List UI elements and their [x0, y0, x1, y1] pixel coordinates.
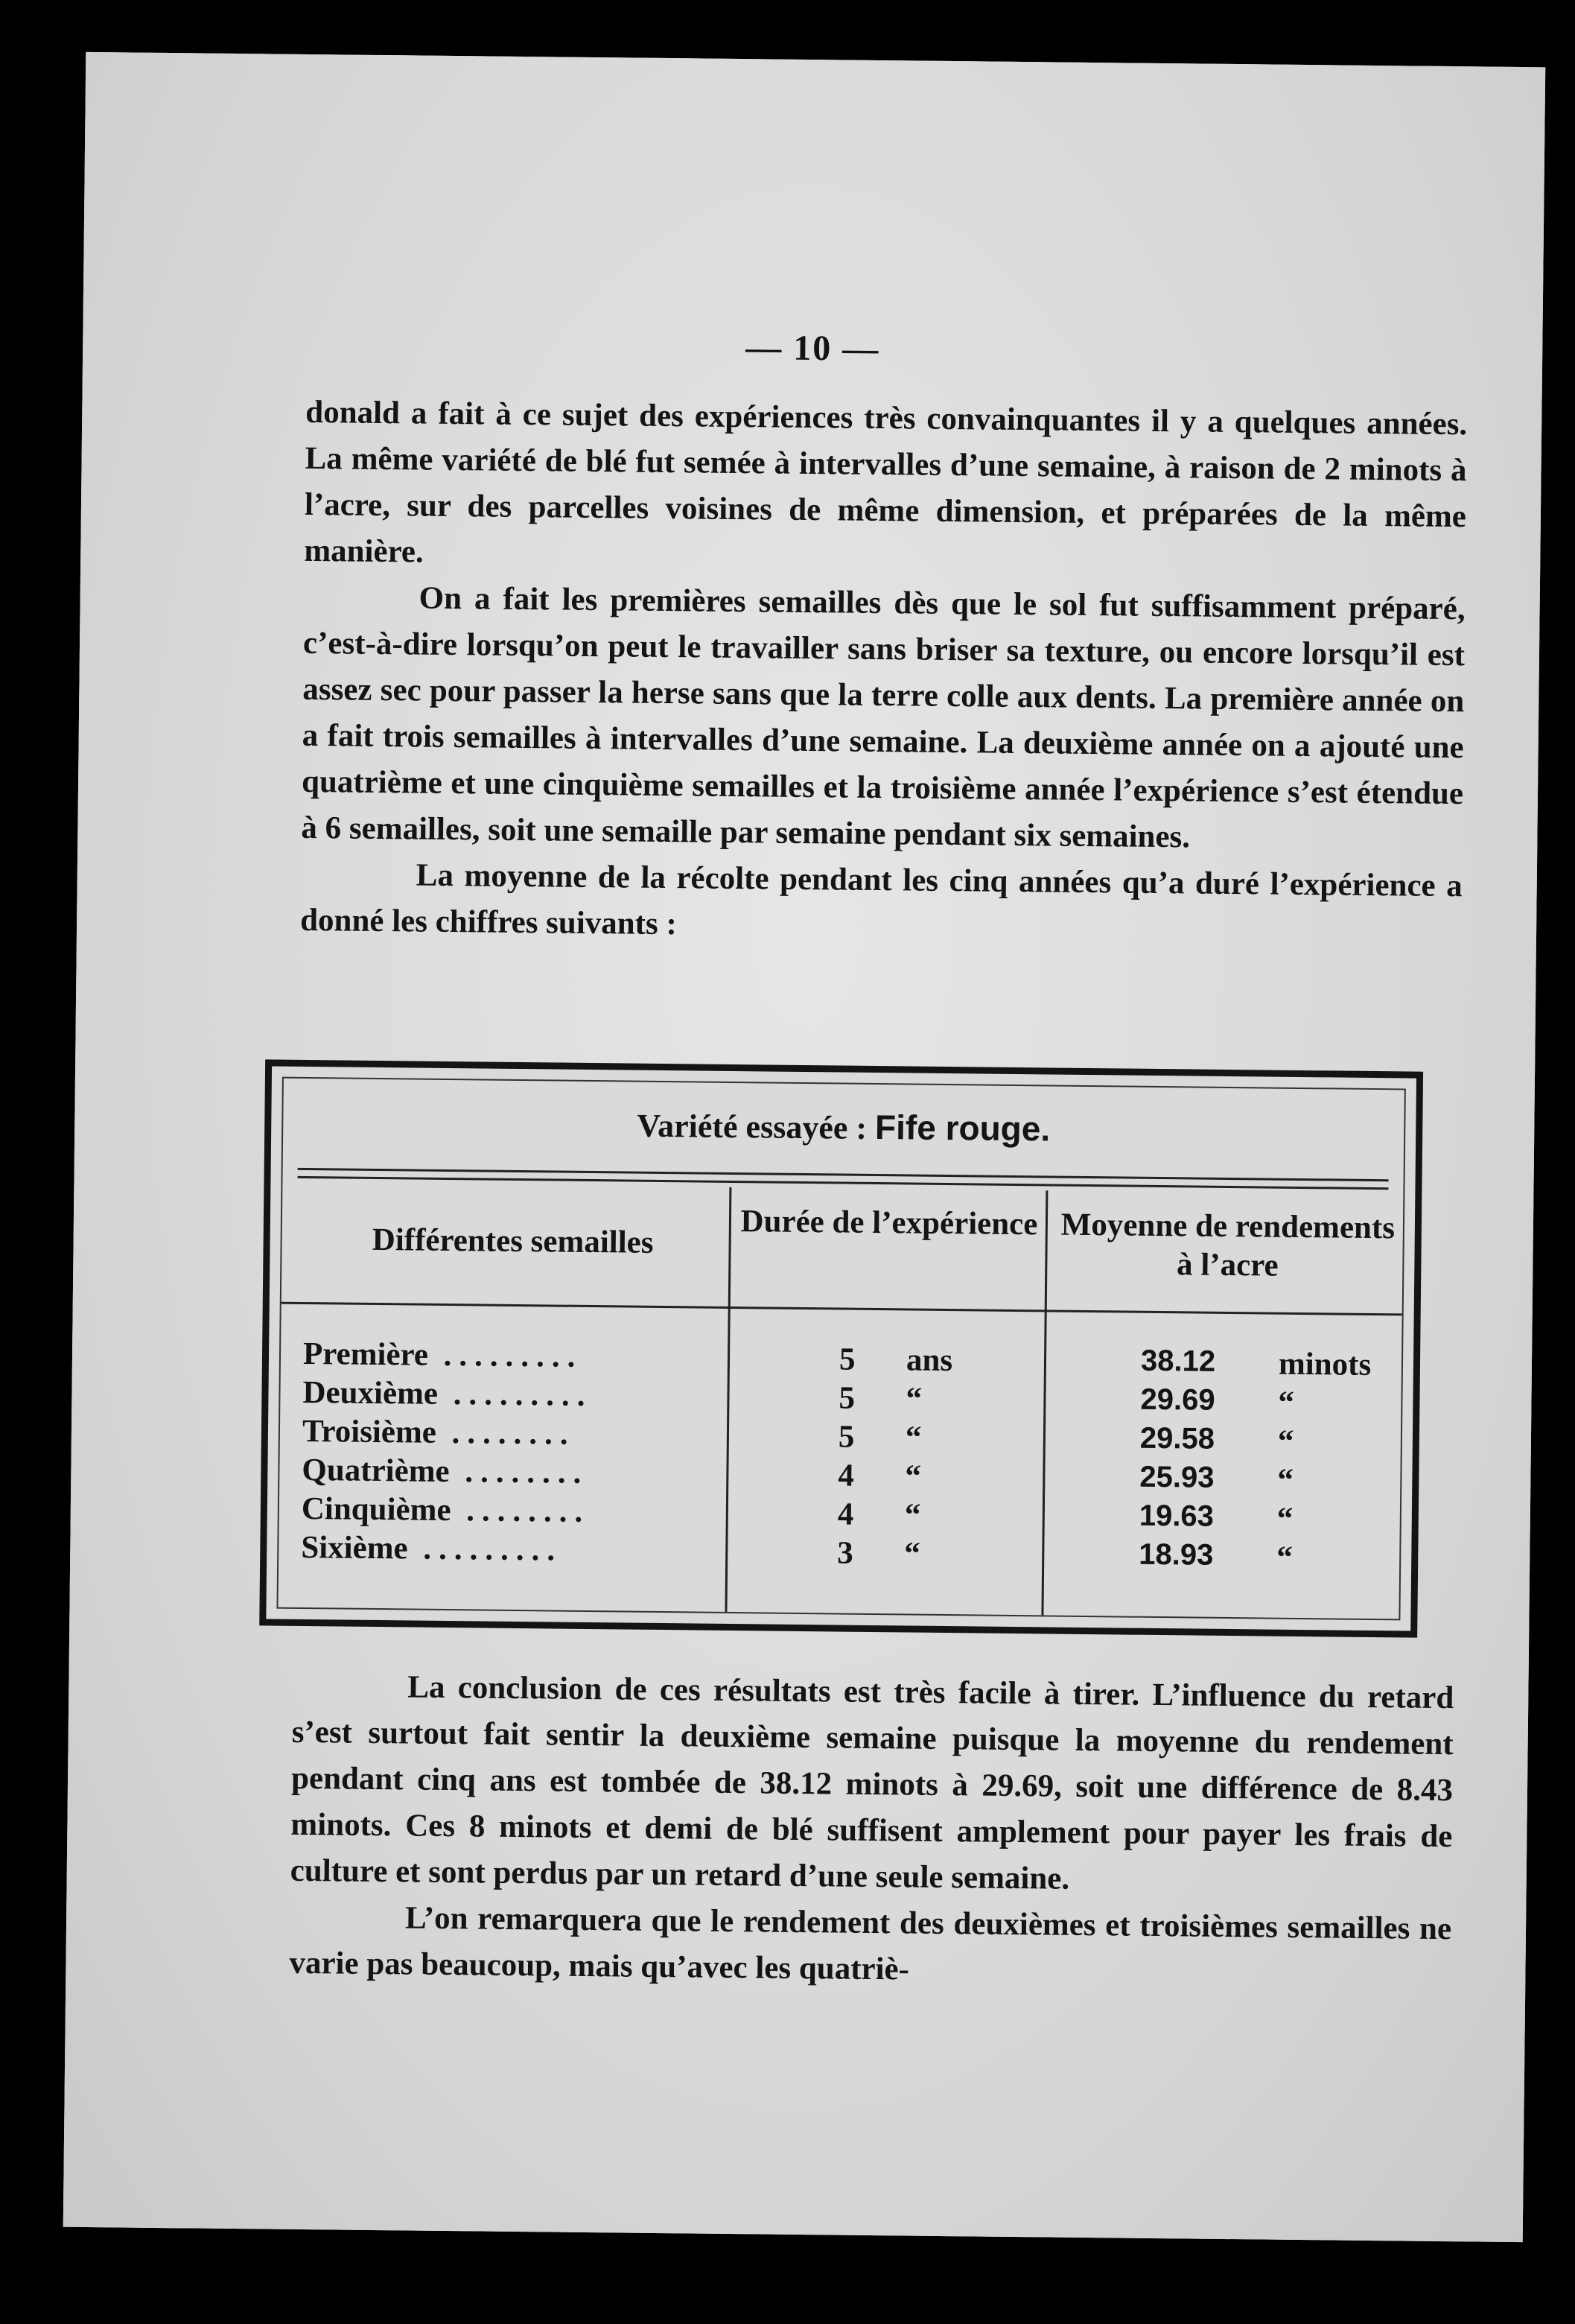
bottom-text: [289, 1663, 1454, 1998]
leader-dots: ........: [451, 1493, 591, 1530]
paragraph: donald a fait à ce sujet des expériences très convainquantes il y a quelques années. La même variété de blé fut semée à intervalles d’une semaine, à raison de 2 minots à l’acre, sur des parcelles voisines de même dimension, et préparées de la même manière.: [304, 394, 1468, 570]
double-rule: [298, 1168, 1389, 1190]
results-table: [259, 1059, 1423, 1637]
leader-dots: ........: [436, 1415, 576, 1452]
row-name: Première: [302, 1336, 429, 1373]
row-name-cell: [302, 1413, 719, 1454]
header-rule: [281, 1302, 1402, 1316]
row-yield: 19.63: [1139, 1499, 1215, 1533]
row-name: Cinquième: [301, 1490, 451, 1528]
row-duration: 5: [839, 1342, 856, 1377]
leader-dots: .........: [427, 1337, 583, 1374]
row-name-cell: [302, 1452, 719, 1493]
row-name-cell: [302, 1374, 719, 1415]
row-yield-unit: “: [1277, 1462, 1294, 1498]
header-sowings: Différentes semailles: [372, 1222, 654, 1260]
row-name: Sixième: [301, 1529, 408, 1566]
page-number: — 10 —: [745, 328, 880, 369]
row-yield-unit: minots: [1278, 1346, 1372, 1382]
row-yield-unit: “: [1276, 1501, 1294, 1537]
row-yield: 29.58: [1139, 1421, 1215, 1455]
row-duration-unit: ans: [906, 1342, 953, 1379]
row-duration: 3: [837, 1535, 854, 1571]
paragraph: La conclusion de ces résultats est très facile à tirer. L’influence du retard s’est surtout fait sentir la deuxième semaine puisque la moyenne du rendement pendant cinq ans est tombée de 38.12 minots à 29.69, soit une différence de 8.43 minots. Ces 8 minots et demi de blé suffisent amplement pour payer les frais de culture et sont perdus par un retard d’une seule semaine.: [290, 1669, 1454, 1896]
leader-dots: .........: [437, 1376, 593, 1414]
row-name-cell: [303, 1336, 720, 1377]
row-yield: 25.93: [1139, 1460, 1215, 1494]
row-yield-unit: “: [1278, 1385, 1295, 1420]
row-yield-unit: “: [1276, 1540, 1294, 1575]
row-name: Troisième: [302, 1413, 437, 1450]
top-text: [300, 390, 1468, 956]
paragraph: On a fait les premières semailles dès que le sol fut suffisamment préparé, c’est-à-dire lorsqu’on peut le travailler sans briser sa texture, ou encore lorsqu’il est assez sec pour passer la herse sans que la terre colle aux dents. La première année on a fait trois semailles à intervalles d’une semaine. La deuxième année on a ajouté une quatrième et une cinquième semailles et la troisième année l’expérience s’est étendue à 6 semailles, soit une semaille par semaine pendant six semaines.: [301, 580, 1466, 855]
row-duration-unit: “: [904, 1497, 921, 1533]
row-duration: 4: [838, 1458, 855, 1493]
header-yield: Moyenne de rendements à l’acre: [1060, 1207, 1396, 1283]
row-duration: 4: [837, 1496, 854, 1532]
row-yield: 38.12: [1140, 1344, 1216, 1378]
row-name: Deuxième: [302, 1374, 439, 1412]
row-yield: 29.69: [1140, 1382, 1215, 1417]
book-page: [63, 52, 1545, 2242]
row-yield: 18.93: [1139, 1537, 1214, 1572]
row-duration: 5: [839, 1380, 856, 1416]
row-duration: 5: [838, 1419, 855, 1455]
table-inner-border: [276, 1077, 1405, 1621]
leader-dots: .........: [407, 1531, 563, 1568]
paragraph: L’on remarquera que le rendement des deuxièmes et troisièmes semailles ne varie pas beaucoup, mais qu’avec les quatriè-: [289, 1900, 1452, 1987]
row-name-cell: [302, 1490, 719, 1531]
table-body: [279, 1336, 1401, 1580]
row-name-cell: [301, 1529, 718, 1570]
row-duration-unit: “: [906, 1381, 923, 1417]
header-duration: Durée de l’expérience: [740, 1204, 1038, 1242]
row-duration-unit: “: [905, 1420, 922, 1455]
variety-label: Variété essayée :: [637, 1107, 868, 1146]
paragraph: La moyenne de la récolte pendant les cinq années qu’a duré l’expérience a donné les chiffres suivants :: [299, 857, 1463, 942]
leader-dots: ........: [449, 1454, 589, 1490]
variety-line: [283, 1101, 1404, 1153]
row-duration-unit: “: [904, 1536, 921, 1572]
row-name: Quatrième: [302, 1452, 450, 1490]
row-duration-unit: “: [905, 1458, 922, 1494]
row-yield-unit: “: [1277, 1423, 1294, 1459]
variety-value: Fife rouge.: [874, 1107, 1051, 1149]
